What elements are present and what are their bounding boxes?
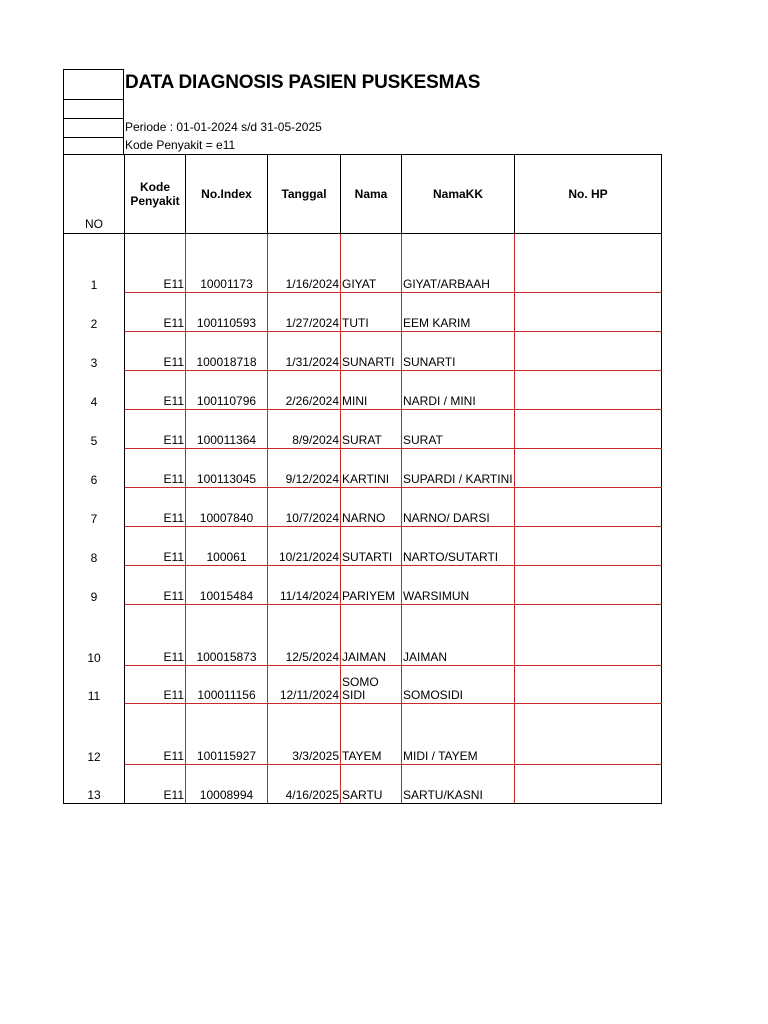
cell-no: 7 xyxy=(64,488,125,527)
cell-no: 11 xyxy=(64,666,125,704)
cell-no-index: 100115927 xyxy=(186,704,268,765)
table-row xyxy=(64,234,662,293)
cell-no-hp xyxy=(515,666,662,704)
empty-cell xyxy=(63,137,124,155)
header-kode-penyakit: Kode Penyakit xyxy=(125,155,186,234)
periode-text: Periode : 01-01-2024 s/d 31-05-2025 xyxy=(125,120,322,134)
cell-tanggal: 1/31/2024 xyxy=(268,332,341,371)
cell-kode-penyakit: E11 xyxy=(125,527,186,566)
cell-kode-penyakit: E11 xyxy=(125,765,186,804)
patient-table xyxy=(63,154,662,804)
cell-no-index: 100018718 xyxy=(186,332,268,371)
cell-no-index: 100011156 xyxy=(186,666,268,704)
table-row xyxy=(64,332,662,371)
table-row xyxy=(64,371,662,410)
cell-no-index: 100061 xyxy=(186,527,268,566)
cell-nama: TAYEM xyxy=(341,704,402,765)
cell-kode-penyakit: E11 xyxy=(125,449,186,488)
table-row xyxy=(64,704,662,765)
cell-namakk: NARNO/ DARSI xyxy=(402,488,515,527)
header-no-hp: No. HP xyxy=(515,155,662,234)
cell-tanggal: 2/26/2024 xyxy=(268,371,341,410)
table-row xyxy=(64,605,662,666)
table-row xyxy=(64,449,662,488)
cell-no: 13 xyxy=(64,765,125,804)
cell-no-hp xyxy=(515,765,662,804)
cell-tanggal: 10/7/2024 xyxy=(268,488,341,527)
cell-no-hp xyxy=(515,332,662,371)
cell-no-index: 10008994 xyxy=(186,765,268,804)
cell-namakk: NARTO/SUTARTI xyxy=(402,527,515,566)
header-no-index: No.Index xyxy=(186,155,268,234)
cell-no-hp xyxy=(515,234,662,293)
cell-no: 10 xyxy=(64,605,125,666)
cell-no-index: 100113045 xyxy=(186,449,268,488)
cell-namakk: SUNARTI xyxy=(402,332,515,371)
cell-no-index: 10001173 xyxy=(186,234,268,293)
cell-no: 1 xyxy=(64,234,125,293)
cell-namakk: MIDI / TAYEM xyxy=(402,704,515,765)
cell-namakk: WARSIMUN xyxy=(402,566,515,605)
cell-nama: SOMO SIDI xyxy=(341,666,402,704)
cell-tanggal: 3/3/2025 xyxy=(268,704,341,765)
cell-kode-penyakit: E11 xyxy=(125,605,186,666)
cell-nama: SUTARTI xyxy=(341,527,402,566)
table-row xyxy=(64,488,662,527)
cell-no-hp xyxy=(515,449,662,488)
cell-namakk: SURAT xyxy=(402,410,515,449)
cell-no: 9 xyxy=(64,566,125,605)
cell-kode-penyakit: E11 xyxy=(125,666,186,704)
kode-penyakit-text: Kode Penyakit = e11 xyxy=(125,138,236,152)
cell-no: 4 xyxy=(64,371,125,410)
cell-tanggal: 1/27/2024 xyxy=(268,293,341,332)
cell-kode-penyakit: E11 xyxy=(125,293,186,332)
empty-cell xyxy=(63,99,124,119)
empty-cell xyxy=(63,118,124,138)
cell-no-index: 100015873 xyxy=(186,605,268,666)
empty-cell xyxy=(63,69,124,100)
cell-nama: KARTINI xyxy=(341,449,402,488)
cell-kode-penyakit: E11 xyxy=(125,410,186,449)
cell-no: 6 xyxy=(64,449,125,488)
cell-tanggal: 9/12/2024 xyxy=(268,449,341,488)
cell-nama: TUTI xyxy=(341,293,402,332)
cell-no-hp xyxy=(515,605,662,666)
cell-no-hp xyxy=(515,527,662,566)
cell-kode-penyakit: E11 xyxy=(125,234,186,293)
cell-no-hp xyxy=(515,566,662,605)
table-body xyxy=(64,234,662,804)
cell-kode-penyakit: E11 xyxy=(125,566,186,605)
table-row xyxy=(64,765,662,804)
cell-tanggal: 8/9/2024 xyxy=(268,410,341,449)
header-tanggal: Tanggal xyxy=(268,155,341,234)
cell-no: 12 xyxy=(64,704,125,765)
cell-namakk: JAIMAN xyxy=(402,605,515,666)
cell-tanggal: 12/5/2024 xyxy=(268,605,341,666)
cell-nama: SUNARTI xyxy=(341,332,402,371)
header-nama: Nama xyxy=(341,155,402,234)
cell-tanggal: 12/11/2024 xyxy=(268,666,341,704)
cell-nama: PARIYEM xyxy=(341,566,402,605)
cell-kode-penyakit: E11 xyxy=(125,371,186,410)
cell-namakk: GIYAT/ARBAAH xyxy=(402,234,515,293)
cell-namakk: NARDI / MINI xyxy=(402,371,515,410)
table-row xyxy=(64,566,662,605)
cell-tanggal: 1/16/2024 xyxy=(268,234,341,293)
table-row xyxy=(64,410,662,449)
cell-no-hp xyxy=(515,293,662,332)
cell-namakk: SOMOSIDI xyxy=(402,666,515,704)
table-row xyxy=(64,666,662,704)
table-row xyxy=(64,293,662,332)
cell-namakk: SUPARDI / KARTINI xyxy=(402,449,515,488)
cell-no-index: 100011364 xyxy=(186,410,268,449)
cell-nama: SARTU xyxy=(341,765,402,804)
cell-no-hp xyxy=(515,488,662,527)
cell-kode-penyakit: E11 xyxy=(125,488,186,527)
cell-no-index: 10007840 xyxy=(186,488,268,527)
cell-no: 5 xyxy=(64,410,125,449)
cell-tanggal: 11/14/2024 xyxy=(268,566,341,605)
cell-nama: JAIMAN xyxy=(341,605,402,666)
cell-no: 8 xyxy=(64,527,125,566)
cell-no: 3 xyxy=(64,332,125,371)
cell-namakk: EEM KARIM xyxy=(402,293,515,332)
table-row xyxy=(64,527,662,566)
cell-no-index: 10015484 xyxy=(186,566,268,605)
cell-no-hp xyxy=(515,410,662,449)
cell-kode-penyakit: E11 xyxy=(125,704,186,765)
cell-no-index: 100110593 xyxy=(186,293,268,332)
header-no: NO xyxy=(64,155,125,234)
cell-no-hp xyxy=(515,704,662,765)
cell-tanggal: 10/21/2024 xyxy=(268,527,341,566)
cell-tanggal: 4/16/2025 xyxy=(268,765,341,804)
header-namakk: NamaKK xyxy=(402,155,515,234)
sheet-title: DATA DIAGNOSIS PASIEN PUSKESMAS xyxy=(125,72,481,93)
cell-nama: GIYAT xyxy=(341,234,402,293)
cell-no-hp xyxy=(515,371,662,410)
cell-no-index: 100110796 xyxy=(186,371,268,410)
cell-namakk: SARTU/KASNI xyxy=(402,765,515,804)
table-header-row xyxy=(64,155,662,234)
cell-nama: NARNO xyxy=(341,488,402,527)
cell-kode-penyakit: E11 xyxy=(125,332,186,371)
cell-no: 2 xyxy=(64,293,125,332)
cell-nama: MINI xyxy=(341,371,402,410)
cell-nama: SURAT xyxy=(341,410,402,449)
